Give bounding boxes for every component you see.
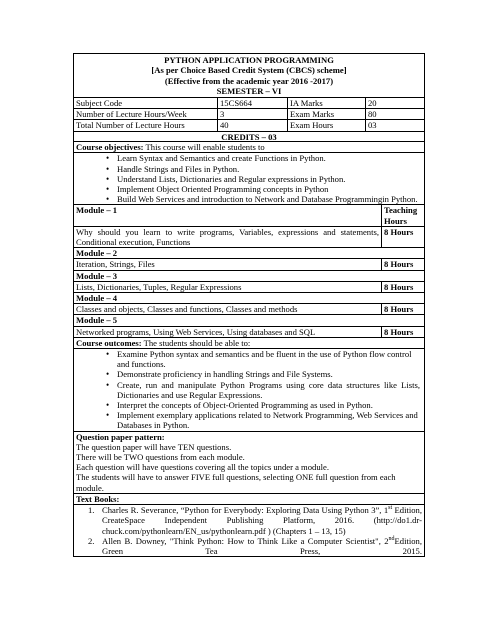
list-item: • Interpret the concepts of Object-Oriented Programming as used in Python. — [74, 400, 420, 410]
pattern-line: The students will have to answer FIVE full questions, selecting ONE full question from each module. — [76, 472, 396, 493]
outcomes-label: Course outcomes: — [76, 337, 142, 348]
textbooks-list — [74, 505, 424, 556]
textbook-number: 1. — [88, 505, 95, 516]
module-title: Module – 1 — [74, 205, 382, 225]
module-2-content — [74, 259, 424, 270]
objectives-heading — [74, 142, 424, 153]
module-5-content — [74, 327, 424, 338]
info-cell: 03 — [368, 120, 377, 131]
module-title: Module – 3 — [74, 271, 424, 282]
module-4-content — [74, 304, 424, 315]
textbook-item — [74, 536, 422, 556]
module-content: Lists, Dictionaries, Tuples, Regular Expressions — [74, 282, 382, 292]
module-title: Module – 2 — [74, 248, 424, 259]
info-row — [74, 109, 424, 120]
info-cell: Exam Marks — [288, 109, 366, 119]
module-content: Networked programs, Using Web Services, Using databases and SQL — [74, 327, 382, 337]
textbook-text: Charles R. Severance, “Python for Everybody: Exploring Data Using Python 3”, 1 — [102, 505, 389, 516]
outcomes-heading — [74, 338, 424, 349]
objectives-label: Course objectives: — [76, 142, 144, 153]
textbooks-list-cell — [74, 505, 424, 556]
module-hours: 8 Hours — [384, 259, 414, 270]
outcomes-list — [74, 349, 424, 431]
module-hours: 8 Hours — [384, 281, 414, 292]
edition-superscript: st — [388, 505, 393, 512]
module-1-heading — [74, 205, 424, 226]
module-content: Why should you learn to write programs, Variables, expressions and statements, Conditional execution, Functions — [74, 227, 382, 247]
info-cell: 20 — [368, 97, 377, 108]
pattern-line: Each question will have questions covering all the topics under a module. — [76, 462, 329, 473]
list-item: • Handle Strings and Files in Python. — [74, 164, 420, 174]
objectives-list — [74, 153, 424, 204]
outcomes-intro: The students should be able to: — [141, 337, 251, 348]
question-pattern-label: Question paper pattern: — [76, 431, 165, 442]
info-row — [74, 120, 424, 131]
info-cell: Number of Lecture Hours/Week — [74, 109, 218, 119]
effective-year-line: (Effective from the academic year 2016 -2017) — [164, 75, 334, 86]
teaching-hours-heading: Teaching Hours — [384, 205, 418, 226]
textbook-text: Edition, CreateSpace Independent Publishing Platform, 2016. (http://do1.dr-chuck.com/pythonlearn/EN_us/pythonlearn.pdf ) (Chapters 1 – 13, 15) — [102, 505, 422, 536]
info-cell: 3 — [218, 109, 288, 119]
module-content: Classes and objects, Classes and functions, Classes and methods — [74, 304, 382, 314]
list-item: • Build Web Services and introduction to Network and Database Programmingin Python. — [74, 194, 420, 204]
course-header — [74, 54, 424, 98]
module-hours: 8 Hours — [384, 304, 414, 315]
info-cell: 15CS664 — [218, 98, 288, 108]
module-title: Module – 5 — [74, 315, 424, 326]
question-pattern-cell — [74, 432, 424, 494]
pattern-line: The question paper will have TEN questions. — [76, 441, 232, 452]
module-3-content — [74, 282, 424, 293]
scheme-line: [As per Choice Based Credit System (CBCS) scheme] — [151, 65, 347, 76]
module-1-content — [74, 227, 424, 248]
textbooks-label: Text Books: — [74, 494, 424, 505]
textbook-number: 2. — [88, 535, 95, 546]
info-cell: Subject Code — [74, 98, 218, 108]
info-cell: 80 — [368, 109, 377, 120]
list-item: • Implement exemplary applications related to Network Programming, Web Services and Databases in Python. — [74, 410, 420, 430]
info-cell: Total Number of Lecture Hours — [74, 120, 218, 130]
module-title: Module – 4 — [74, 293, 424, 304]
module-content: Iteration, Strings, Files — [74, 259, 382, 269]
info-cell: Exam Hours — [288, 120, 366, 130]
info-cell: 40 — [218, 120, 288, 130]
list-item: • Create, run and manipulate Python Programs using core data structures like Lists, Dictionaries and use Regular Expressions. — [74, 380, 420, 400]
list-item: • Demonstrate proficiency in handling Strings and File Systems. — [74, 369, 420, 379]
course-title: PYTHON APPLICATION PROGRAMMING — [164, 55, 334, 65]
objectives-intro: This course will enable students to — [143, 142, 265, 153]
textbook-text: Allen B. Downey, "Think Python: How to Think Like a Computer Scientist", 2 — [102, 535, 389, 546]
semester-line: SEMESTER – VI — [216, 86, 282, 97]
textbook-text: Edition, Green Tea Press, 2015. — [102, 535, 422, 556]
edition-superscript: nd — [388, 535, 395, 542]
list-item: • Examine Python syntax and semantics and be fluent in the use of Python flow control and functions. — [74, 349, 420, 369]
info-cell: IA Marks — [288, 98, 366, 108]
outcomes-list-cell — [74, 349, 424, 432]
list-item: • Understand Lists, Dictionaries and Regular expressions in Python. — [74, 174, 420, 184]
credits-row: CREDITS – 03 — [74, 132, 424, 142]
module-hours: 8 Hours — [384, 326, 414, 337]
list-item: • Implement Object Oriented Programming concepts in Python — [74, 184, 420, 194]
list-item: • Learn Syntax and Semantics and create Functions in Python. — [74, 153, 420, 163]
objectives-list-cell — [74, 153, 424, 205]
textbook-item — [74, 505, 422, 536]
syllabus-table — [73, 53, 425, 557]
pattern-line: There will be TWO questions from each module. — [76, 452, 245, 463]
module-hours: 8 Hours — [384, 226, 414, 237]
info-row — [74, 98, 424, 109]
